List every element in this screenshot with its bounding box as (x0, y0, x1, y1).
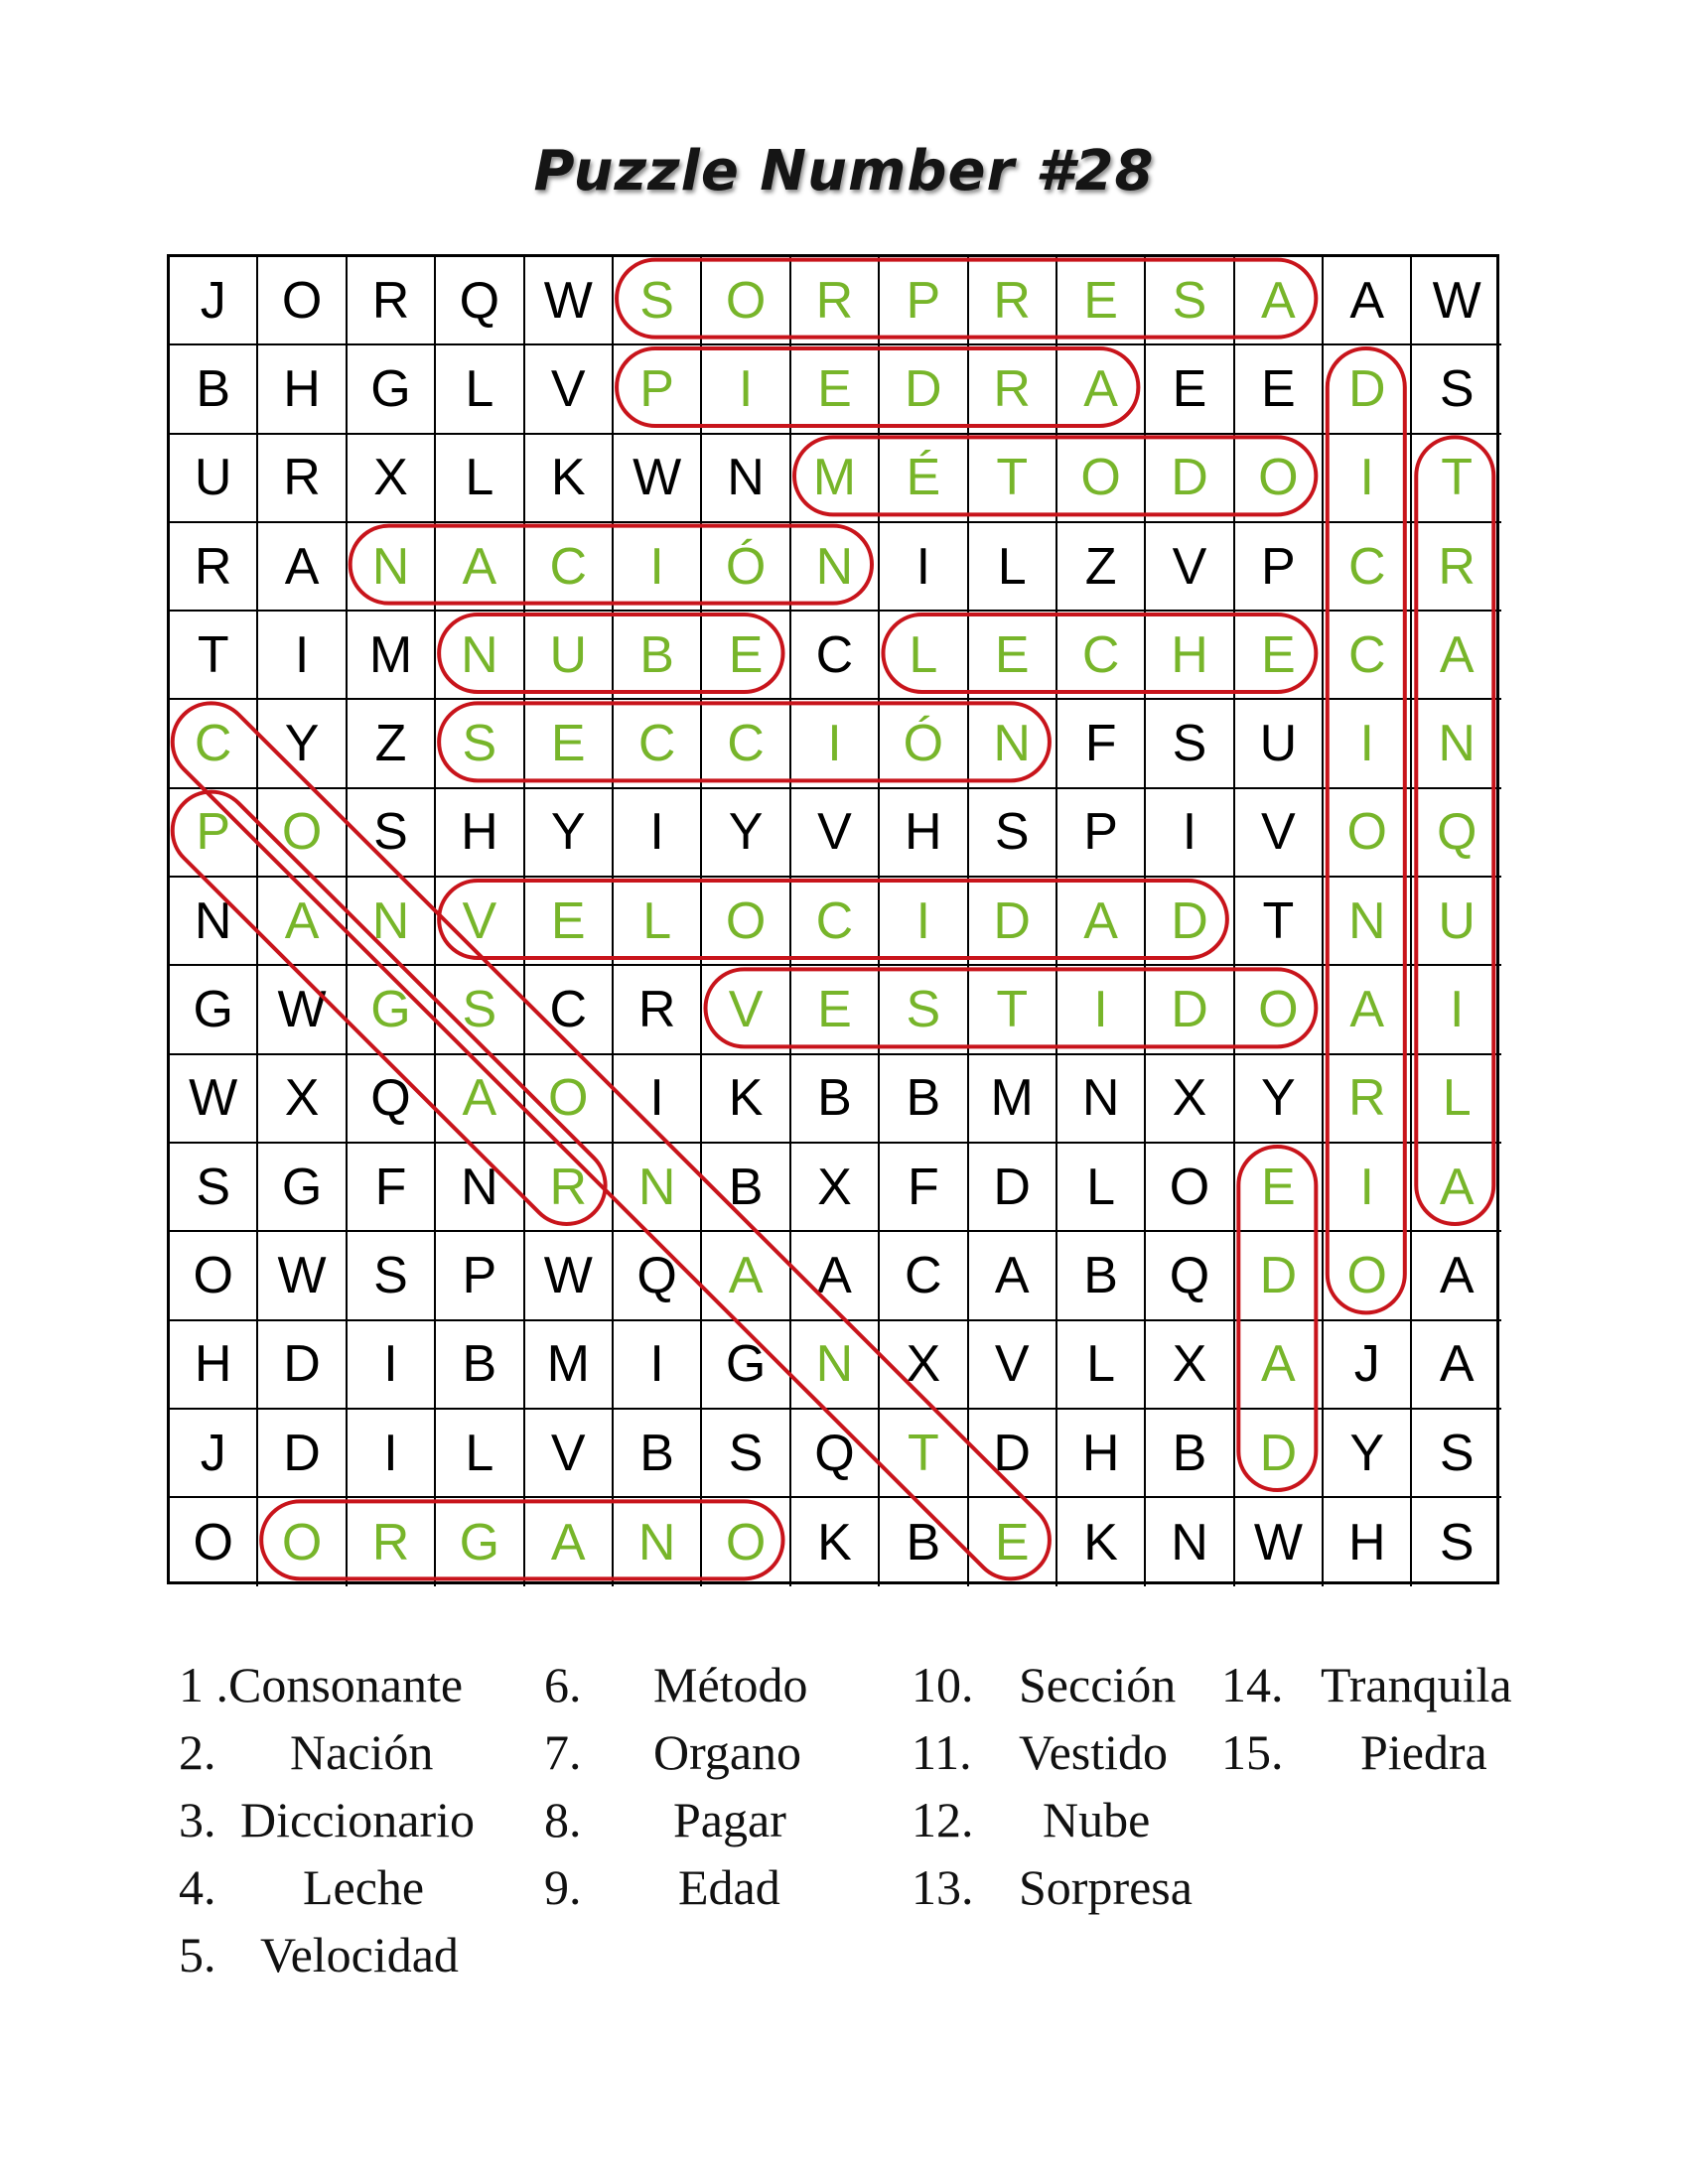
grid-cell-r7-c6[interactable]: O (702, 878, 790, 966)
grid-cell-r7-c0[interactable]: N (170, 878, 258, 966)
grid-cell-r8-c13[interactable]: A (1324, 966, 1412, 1054)
grid-cell-r3-c10[interactable]: Z (1057, 523, 1146, 612)
grid-cell-r4-c9[interactable]: E (969, 612, 1057, 700)
grid-cell-r10-c12[interactable]: E (1235, 1144, 1324, 1232)
grid-cell-r12-c1[interactable]: D (258, 1321, 347, 1410)
grid-cell-r6-c6[interactable]: Y (702, 789, 790, 878)
word-list-number: 14. (1221, 1657, 1284, 1712)
grid-cell-r5-c6[interactable]: C (702, 700, 790, 788)
grid-cell-r7-c5[interactable]: L (614, 878, 702, 966)
grid-cell-r1-c2[interactable]: G (348, 345, 436, 434)
grid-cell-r0-c2[interactable]: R (348, 257, 436, 345)
grid-cell-r5-c4[interactable]: E (525, 700, 614, 788)
grid-cell-r4-c8[interactable]: L (880, 612, 968, 700)
grid-cell-r10-c2[interactable]: F (348, 1144, 436, 1232)
grid-cell-r14-c3[interactable]: G (436, 1498, 524, 1586)
grid-cell-r11-c7[interactable]: A (791, 1232, 880, 1320)
grid-cell-r2-c9[interactable]: T (969, 435, 1057, 523)
grid-cell-r12-c14[interactable]: A (1412, 1321, 1500, 1410)
grid-cell-r14-c12[interactable]: W (1235, 1498, 1324, 1586)
grid-cell-r5-c13[interactable]: I (1324, 700, 1412, 788)
word-list-word: Piedra (1360, 1724, 1487, 1780)
grid-cell-r8-c5[interactable]: R (614, 966, 702, 1054)
grid-cell-r0-c9[interactable]: R (969, 257, 1057, 345)
grid-cell-r13-c1[interactable]: D (258, 1410, 347, 1498)
word-list-number: 11. (912, 1724, 972, 1780)
grid-cell-r1-c13[interactable]: D (1324, 345, 1412, 434)
grid-cell-r11-c0[interactable]: O (170, 1232, 258, 1320)
grid-cell-r4-c7[interactable]: C (791, 612, 880, 700)
grid-cell-r1-c3[interactable]: L (436, 345, 524, 434)
grid-cell-r6-c1[interactable]: O (258, 789, 347, 878)
word-list-number: 5. (179, 1927, 216, 1982)
grid-cell-r2-c4[interactable]: K (525, 435, 614, 523)
grid-cell-r13-c9[interactable]: D (969, 1410, 1057, 1498)
grid-cell-r3-c2[interactable]: N (348, 523, 436, 612)
grid-cell-r9-c14[interactable]: L (1412, 1055, 1500, 1144)
grid-cell-r3-c7[interactable]: N (791, 523, 880, 612)
grid-cell-r14-c13[interactable]: H (1324, 1498, 1412, 1586)
grid-cell-r13-c14[interactable]: S (1412, 1410, 1500, 1498)
grid-cell-r10-c14[interactable]: A (1412, 1144, 1500, 1232)
grid-cell-r11-c5[interactable]: Q (614, 1232, 702, 1320)
grid-cell-r2-c2[interactable]: X (348, 435, 436, 523)
grid-cell-r14-c8[interactable]: B (880, 1498, 968, 1586)
grid-cell-r9-c3[interactable]: A (436, 1055, 524, 1144)
grid-cell-r7-c13[interactable]: N (1324, 878, 1412, 966)
grid-cell-r0-c5[interactable]: S (614, 257, 702, 345)
grid-cell-r8-c12[interactable]: O (1235, 966, 1324, 1054)
grid-cell-r6-c11[interactable]: I (1146, 789, 1234, 878)
grid-cell-r11-c1[interactable]: W (258, 1232, 347, 1320)
grid-cell-r1-c0[interactable]: B (170, 345, 258, 434)
grid-cell-r14-c14[interactable]: S (1439, 1513, 1475, 1571)
grid-cell-r11-c8[interactable]: C (880, 1232, 968, 1320)
grid-cell-r3-c5[interactable]: I (614, 523, 702, 612)
grid-cell-r10-c1[interactable]: G (258, 1144, 347, 1232)
grid-cell-r7-c2[interactable]: N (348, 878, 436, 966)
grid-cell-r8-c2[interactable]: G (348, 966, 436, 1054)
grid-cell-r10-c5[interactable]: N (614, 1144, 702, 1232)
grid-cell-r12-c0[interactable]: H (170, 1321, 258, 1410)
grid-cell-r8-c6[interactable]: V (702, 966, 790, 1054)
grid-cell-r2-c1[interactable]: R (258, 435, 347, 523)
grid-cell-r10-c9[interactable]: D (969, 1144, 1057, 1232)
word-list-number: 1 . (179, 1657, 228, 1712)
word-list-word: Consonante (228, 1657, 464, 1712)
word-list-word: Organo (653, 1724, 802, 1780)
grid-cell-r12-c11[interactable]: X (1146, 1321, 1234, 1410)
grid-cell-r12-c10[interactable]: L (1057, 1321, 1146, 1410)
grid-cell-r14-c5[interactable]: N (614, 1498, 702, 1586)
grid-cell-r3-c14[interactable]: R (1412, 523, 1500, 612)
grid-cell-r7-c8[interactable]: I (880, 878, 968, 966)
grid-cell-r9-c4[interactable]: O (525, 1055, 614, 1144)
word-list-word: Método (653, 1657, 808, 1712)
grid-cell-r7-c10[interactable]: A (1057, 878, 1146, 966)
grid-cell-r13-c10[interactable]: H (1057, 1410, 1146, 1498)
grid-cell-r6-c14[interactable]: Q (1412, 789, 1500, 878)
grid-cell-r11-c12[interactable]: D (1235, 1232, 1324, 1320)
grid-cell-r0-c8[interactable]: P (880, 257, 968, 345)
grid-cell-r12-c4[interactable]: M (525, 1321, 614, 1410)
grid-cell-r10-c6[interactable]: B (702, 1144, 790, 1232)
grid-cell-r11-c11[interactable]: Q (1146, 1232, 1234, 1320)
grid-cell-r3-c9[interactable]: L (969, 523, 1057, 612)
grid-cell-r6-c2[interactable]: S (348, 789, 436, 878)
grid-cell-r11-c3[interactable]: P (436, 1232, 524, 1320)
grid-cell-r9-c11[interactable]: X (1146, 1055, 1234, 1144)
grid-cell-r4-c3[interactable]: N (436, 612, 524, 700)
grid-cell-r9-c6[interactable]: K (702, 1055, 790, 1144)
grid-cell-r4-c5[interactable]: B (614, 612, 702, 700)
grid-cell-r11-c9[interactable]: A (969, 1232, 1057, 1320)
word-list-word: Nube (1043, 1792, 1151, 1847)
grid-cell-r8-c9[interactable]: T (969, 966, 1057, 1054)
grid-cell-r12-c12[interactable]: A (1235, 1321, 1324, 1410)
grid-cell-r13-c6[interactable]: S (702, 1410, 790, 1498)
grid-cell-r2-c12[interactable]: O (1235, 435, 1324, 523)
grid-cell-r0-c13[interactable]: A (1324, 257, 1412, 345)
grid-cell-r1-c10[interactable]: A (1057, 345, 1146, 434)
grid-cell-r10-c4[interactable]: R (525, 1144, 614, 1232)
grid-cell-r13-c5[interactable]: B (614, 1410, 702, 1498)
word-list-number: 13. (912, 1859, 974, 1915)
grid-cell-r11-c4[interactable]: W (525, 1232, 614, 1320)
word-list-number: 10. (912, 1657, 974, 1712)
word-list-word: Velocidad (260, 1927, 459, 1982)
grid-cell-r5-c0[interactable]: C (170, 700, 258, 788)
grid-cell-r8-c11[interactable]: D (1146, 966, 1234, 1054)
grid-cell-r10-c13[interactable]: I (1324, 1144, 1412, 1232)
grid-cell-r4-c4[interactable]: U (525, 612, 614, 700)
grid-cell-r4-c14[interactable]: A (1412, 612, 1500, 700)
grid-cell-r8-c14[interactable]: I (1412, 966, 1500, 1054)
word-list-number: 6. (544, 1657, 582, 1712)
grid-cell-r9-c7[interactable]: B (791, 1055, 880, 1144)
grid-cell-r13-c7[interactable]: Q (791, 1410, 880, 1498)
word-list-word: Sección (1019, 1657, 1177, 1712)
grid-cell-r2-c13[interactable]: I (1324, 435, 1412, 523)
grid-cell-r11-c13[interactable]: O (1324, 1232, 1412, 1320)
grid-cell-r12-c3[interactable]: B (436, 1321, 524, 1410)
grid-cell-r11-c10[interactable]: B (1057, 1232, 1146, 1320)
grid-cell-r0-c7[interactable]: R (791, 257, 880, 345)
grid-cell-r14-c10[interactable]: K (1057, 1498, 1146, 1586)
grid-cell-r9-c8[interactable]: B (880, 1055, 968, 1144)
grid-cell-r9-c2[interactable]: Q (348, 1055, 436, 1144)
grid-cell-r8-c3[interactable]: S (436, 966, 524, 1054)
grid-cell-r13-c2[interactable]: I (348, 1410, 436, 1498)
grid-cell-r5-c14[interactable]: N (1412, 700, 1500, 788)
grid-cell-r6-c3[interactable]: H (436, 789, 524, 878)
grid-cell-r5-c3[interactable]: S (436, 700, 524, 788)
grid-cell-r3-c13[interactable]: C (1324, 523, 1412, 612)
grid-cell-r8-c7[interactable]: E (791, 966, 880, 1054)
word-list-word: Sorpresa (1019, 1859, 1193, 1915)
grid-cell-r12-c2[interactable]: I (348, 1321, 436, 1410)
grid-cell-r8-c4[interactable]: C (525, 966, 614, 1054)
grid-cell-r2-c0[interactable]: U (170, 435, 258, 523)
grid-cell-r1-c1[interactable]: H (258, 345, 347, 434)
grid-cell-r3-c3[interactable]: A (436, 523, 524, 612)
grid-cell-r5-c7[interactable]: I (791, 700, 880, 788)
word-list-number: 8. (544, 1792, 582, 1847)
grid-cell-r14-c7[interactable]: K (791, 1498, 880, 1586)
grid-cell-r13-c4[interactable]: V (525, 1410, 614, 1498)
grid-cell-r6-c5[interactable]: I (614, 789, 702, 878)
grid-cell-r4-c12[interactable]: E (1235, 612, 1324, 700)
grid-cell-r3-c8[interactable]: I (880, 523, 968, 612)
grid-cell-r11-c14[interactable]: A (1412, 1232, 1500, 1320)
grid-cell-r0-c11[interactable]: S (1146, 257, 1234, 345)
grid-cell-r1-c7[interactable]: E (791, 345, 880, 434)
grid-cell-r9-c10[interactable]: N (1057, 1055, 1146, 1144)
grid-cell-r5-c1[interactable]: Y (258, 700, 347, 788)
grid-cell-r12-c5[interactable]: I (614, 1321, 702, 1410)
grid-cell-r0-c0[interactable]: J (170, 257, 258, 345)
grid-cell-r4-c13[interactable]: C (1324, 612, 1412, 700)
grid-cell-r12-c9[interactable]: V (969, 1321, 1057, 1410)
grid-cell-r1-c9[interactable]: R (969, 345, 1057, 434)
grid-cell-r14-c2[interactable]: R (348, 1498, 436, 1586)
grid-cell-r3-c1[interactable]: A (258, 523, 347, 612)
grid-cell-r3-c12[interactable]: P (1235, 523, 1324, 612)
grid-cell-r7-c1[interactable]: A (258, 878, 347, 966)
grid-cell-r9-c12[interactable]: Y (1235, 1055, 1324, 1144)
grid-cell-r13-c12[interactable]: D (1235, 1410, 1324, 1498)
grid-cell-r2-c14[interactable]: T (1412, 435, 1500, 523)
grid-cell-r7-c4[interactable]: E (525, 878, 614, 966)
grid-cell-r10-c11[interactable]: O (1146, 1144, 1234, 1232)
grid-cell-r7-c9[interactable]: D (969, 878, 1057, 966)
grid-cell-r12-c6[interactable]: G (702, 1321, 790, 1410)
grid-cell-r6-c8[interactable]: H (880, 789, 968, 878)
grid-cell-r9-c13[interactable]: R (1324, 1055, 1412, 1144)
grid-cell-r2-c7[interactable]: M (791, 435, 880, 523)
word-list-word: Leche (303, 1859, 425, 1915)
grid-cell-r8-c1[interactable]: W (258, 966, 347, 1054)
grid-cell-r0-c12[interactable]: A (1235, 257, 1324, 345)
grid-cell-r6-c13[interactable]: O (1324, 789, 1412, 878)
grid-cell-r14-c4[interactable]: A (525, 1498, 614, 1586)
grid-cell-r5-c10[interactable]: F (1057, 700, 1146, 788)
grid-cell-r3-c4[interactable]: C (525, 523, 614, 612)
grid-cell-r13-c11[interactable]: B (1146, 1410, 1234, 1498)
grid-cell-r10-c7[interactable]: X (791, 1144, 880, 1232)
word-list-number: 4. (179, 1859, 216, 1915)
grid-cell-r6-c9[interactable]: S (969, 789, 1057, 878)
word-list-number: 9. (544, 1859, 582, 1915)
grid-cell-r0-c10[interactable]: E (1057, 257, 1146, 345)
grid-cell-r2-c6[interactable]: N (702, 435, 790, 523)
grid-cell-r4-c10[interactable]: C (1057, 612, 1146, 700)
grid-cell-r6-c10[interactable]: P (1057, 789, 1146, 878)
grid-cell-r0-c14[interactable]: W (1412, 257, 1500, 345)
grid-cell-r2-c5[interactable]: W (614, 435, 702, 523)
grid-cell-r5-c12[interactable]: U (1235, 700, 1324, 788)
word-list-word: Diccionario (240, 1792, 476, 1847)
grid-cell-r9-c5[interactable]: I (614, 1055, 702, 1144)
grid-cell-r6-c12[interactable]: V (1235, 789, 1324, 878)
word-list-word: Vestido (1019, 1724, 1168, 1780)
grid-cell-r0-c6[interactable]: O (702, 257, 790, 345)
word-list-word: Nación (290, 1724, 434, 1780)
grid-cell-r12-c13[interactable]: J (1324, 1321, 1412, 1410)
grid-cell-r0-c3[interactable]: Q (436, 257, 524, 345)
grid-cell-r13-c3[interactable]: L (436, 1410, 524, 1498)
grid-cell-r11-c2[interactable]: S (348, 1232, 436, 1320)
grid-cell-r8-c8[interactable]: S (880, 966, 968, 1054)
grid-cell-r8-c0[interactable]: G (170, 966, 258, 1054)
grid-cell-r12-c8[interactable]: X (880, 1321, 968, 1410)
grid-cell-r4-c1[interactable]: I (258, 612, 347, 700)
word-list-number: 2. (179, 1724, 216, 1780)
grid-cell-r1-c12[interactable]: E (1235, 345, 1324, 434)
grid-cell-r7-c14[interactable]: U (1412, 878, 1500, 966)
grid-cell-r14-c0[interactable]: O (170, 1498, 258, 1586)
grid-cell-r5-c5[interactable]: C (614, 700, 702, 788)
word-list-word: Pagar (673, 1792, 786, 1847)
grid-cell-r13-c8[interactable]: T (880, 1410, 968, 1498)
grid-cell-r9-c9[interactable]: M (969, 1055, 1057, 1144)
grid-cell-r13-c13[interactable]: Y (1324, 1410, 1412, 1498)
grid-cell-r1-c11[interactable]: E (1146, 345, 1234, 434)
grid-cell-r10-c10[interactable]: L (1057, 1144, 1146, 1232)
letter-grid (167, 254, 1499, 1584)
grid-cell-r9-c1[interactable]: X (258, 1055, 347, 1144)
grid-cell-r0-c1[interactable]: O (258, 257, 347, 345)
grid-cell-r6-c0[interactable]: P (170, 789, 258, 878)
grid-cell-r1-c5[interactable]: P (614, 345, 702, 434)
grid-cell-r4-c0[interactable]: T (170, 612, 258, 700)
grid-cell-r2-c10[interactable]: O (1057, 435, 1146, 523)
grid-cell-r7-c3[interactable]: V (436, 878, 524, 966)
grid-cell-r14-c1[interactable]: O (258, 1498, 347, 1586)
word-list-number: 3. (179, 1792, 216, 1847)
grid-cell-r13-c0[interactable]: J (170, 1410, 258, 1498)
grid-cell-r1-c8[interactable]: D (880, 345, 968, 434)
grid-cell-r2-c11[interactable]: D (1146, 435, 1234, 523)
grid-cell-r14-c9[interactable]: E (969, 1498, 1057, 1586)
grid-cell-r5-c11[interactable]: S (1146, 700, 1234, 788)
word-list-number: 15. (1221, 1724, 1284, 1780)
grid-cell-r12-c7[interactable]: N (791, 1321, 880, 1410)
grid-cell-r4-c11[interactable]: H (1146, 612, 1234, 700)
grid-cell-r3-c6[interactable]: Ó (702, 523, 790, 612)
grid-cell-r10-c0[interactable]: S (170, 1144, 258, 1232)
grid-cell-r6-c4[interactable]: Y (525, 789, 614, 878)
grid-cell-r1-c4[interactable]: V (525, 345, 614, 434)
grid-cell-r14-c11[interactable]: N (1146, 1498, 1234, 1586)
grid-cell-r5-c8[interactable]: Ó (880, 700, 968, 788)
grid-cell-r3-c0[interactable]: R (170, 523, 258, 612)
grid-cell-r0-c4[interactable]: W (525, 257, 614, 345)
grid-cell-r14-c6[interactable]: O (702, 1498, 790, 1586)
grid-cell-r9-c0[interactable]: W (170, 1055, 258, 1144)
grid-cell-r7-c7[interactable]: C (791, 878, 880, 966)
grid-cell-r5-c2[interactable]: Z (348, 700, 436, 788)
word-search-board (167, 254, 1499, 1584)
word-list-number: 7. (544, 1724, 582, 1780)
grid-cell-r3-c11[interactable]: V (1146, 523, 1234, 612)
word-list-number: 12. (912, 1792, 974, 1847)
grid-cell-r7-c12[interactable]: T (1235, 878, 1324, 966)
grid-cell-r2-c8[interactable]: É (880, 435, 968, 523)
grid-cell-r10-c3[interactable]: N (436, 1144, 524, 1232)
grid-cell-r10-c8[interactable]: F (880, 1144, 968, 1232)
grid-cell-r1-c6[interactable]: I (702, 345, 790, 434)
grid-cell-r7-c11[interactable]: D (1146, 878, 1234, 966)
grid-cell-r1-c14[interactable]: S (1412, 345, 1500, 434)
puzzle-title: Puzzle Number #28 (533, 139, 1155, 204)
grid-cell-r2-c3[interactable]: L (436, 435, 524, 523)
grid-cell-r5-c9[interactable]: N (969, 700, 1057, 788)
grid-cell-r6-c7[interactable]: V (791, 789, 880, 878)
grid-cell-r8-c10[interactable]: I (1057, 966, 1146, 1054)
grid-cell-r4-c2[interactable]: M (348, 612, 436, 700)
grid-cell-r4-c6[interactable]: E (702, 612, 790, 700)
word-list-word: Edad (678, 1859, 780, 1915)
grid-cell-r11-c6[interactable]: A (702, 1232, 790, 1320)
word-list-word: Tranquila (1321, 1657, 1512, 1712)
